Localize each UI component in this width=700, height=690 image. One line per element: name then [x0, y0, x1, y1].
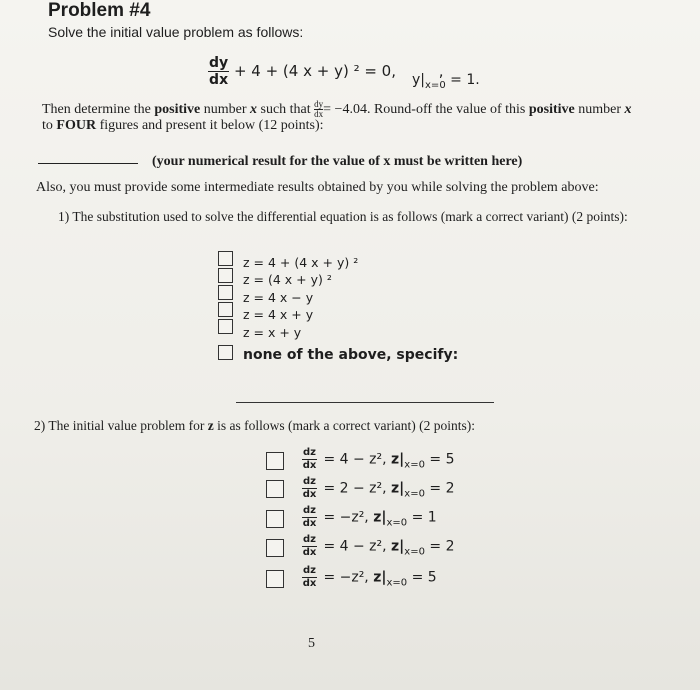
page-number: 5 [308, 636, 315, 651]
initial-condition: $y|_{x=0} = 1$. [412, 72, 480, 91]
q2-option-1-checkbox[interactable] [266, 452, 284, 470]
also-instruction: Also, you must provide some intermediate results obtained by you while solving the problem above: [36, 180, 599, 195]
equation-comma: , [438, 62, 444, 80]
q2-option-3: $\frac{dz}{dx}$ = −z², $z|_{x=0} = 1$ [302, 505, 437, 529]
q1-option-3-checkbox[interactable] [218, 285, 233, 300]
q1-option-3: z = 4 x − y [243, 290, 314, 305]
q1-option-5: z = x + y [243, 325, 302, 340]
q2-option-5: $\frac{dz}{dx}$ = −z², $z|_{x=0} = 5$ [302, 565, 437, 589]
dy-dx-fraction: $\frac{dy}{dx}$ [209, 55, 229, 88]
question-2-prompt: 2) The initial value problem for z is as follows (mark a correct variant) (2 points): [34, 418, 475, 433]
q1-option-1: z = 4 + (4 x + y) ² [243, 255, 359, 270]
q2-option-3-checkbox[interactable] [266, 510, 284, 528]
q2-option-2: $\frac{dz}{dx}$ = 2 − z², $z|_{x=0} = 2$ [302, 476, 455, 500]
q1-option-5-checkbox[interactable] [218, 319, 233, 334]
equation-rhs: + 4 + (4 x + y) ² = 0, [233, 62, 396, 80]
differential-equation [208, 56, 444, 87]
mini-dy-dx: $\frac{dy}{dx}$ [314, 99, 324, 120]
q2-option-1: $\frac{dz}{dx}$ = 4 − z², $z|_{x=0} = 5$ [302, 447, 455, 471]
q1-none-checkbox[interactable] [218, 345, 233, 360]
q2-option-4-checkbox[interactable] [266, 539, 284, 557]
answer-note: (your numerical result for the value of x must be written here) [152, 154, 523, 169]
q2-option-5-checkbox[interactable] [266, 570, 284, 588]
q2-option-2-checkbox[interactable] [266, 480, 284, 498]
problem-title: Problem #4 [48, 0, 151, 21]
q1-specify-line[interactable] [236, 402, 494, 403]
answer-blank-line[interactable] [38, 163, 138, 164]
question-1-prompt: 1) The substitution used to solve the differential equation is as follows (mark a correct variant) (2 points): [58, 209, 628, 224]
q1-none-label: none of the above, specify: [243, 347, 459, 363]
q1-option-4-checkbox[interactable] [218, 302, 233, 317]
q2-option-4: $\frac{dz}{dx}$ = 4 − z², $z|_{x=0} = 2$ [302, 534, 455, 558]
q1-option-4: z = 4 x + y [243, 307, 314, 322]
q1-option-2-checkbox[interactable] [218, 268, 233, 283]
instruction-paragraph: Then determine the positive number x such that $\frac{dy}{dx}$ = −4.04. Round-off the value of this positive number x to FOUR figures and present it below (12 points): [42, 99, 632, 133]
q1-option-1-checkbox[interactable] [218, 251, 233, 266]
problem-subtitle: Solve the initial value problem as follows: [48, 24, 304, 40]
q1-option-2: z = (4 x + y) ² [243, 272, 332, 287]
